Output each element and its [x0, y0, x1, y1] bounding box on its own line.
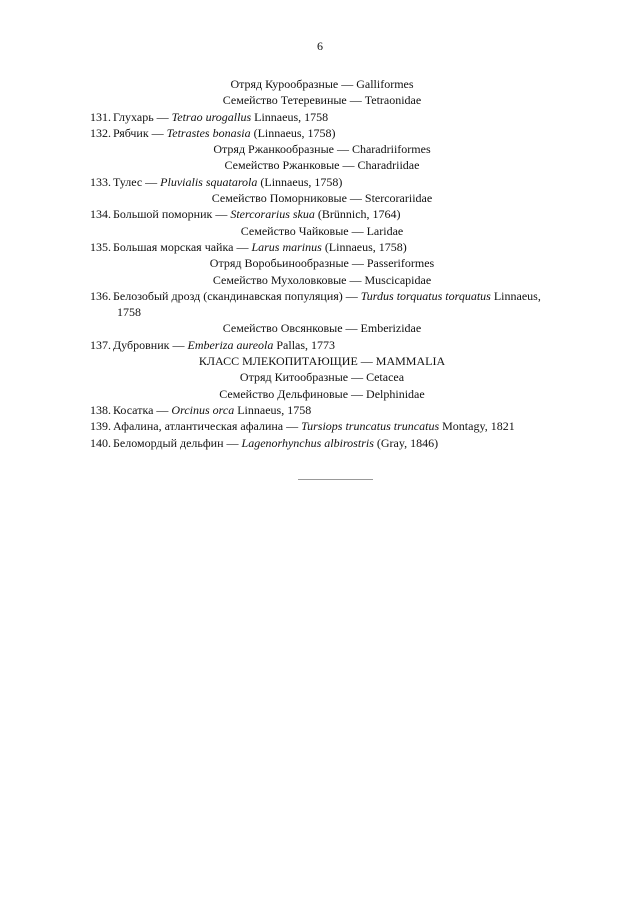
entry-text [113, 174, 554, 190]
page-number: 6 [317, 39, 323, 53]
species-list [90, 76, 554, 451]
entry-continuation: 1758 [117, 305, 141, 320]
entry-number: 136. [90, 288, 111, 303]
taxon-heading: Отряд Курообразные — Galliformes [230, 77, 414, 91]
entry-text [113, 239, 554, 255]
common-name: Большая морская чайка — [113, 239, 252, 254]
end-divider [298, 479, 373, 480]
taxon-heading: Семейство Мухоловковые — Muscicapidae [212, 272, 432, 287]
taxon-heading: КЛАСС МЛЕКОПИТАЮЩИЕ — MAMMALIA [198, 354, 446, 369]
species-entry [90, 109, 554, 125]
species-entry [90, 174, 554, 190]
latin-name: Emberiza aureola [187, 337, 274, 352]
latin-name: Orcinus orca [171, 402, 235, 417]
species-entry [90, 206, 554, 222]
entry-number: 131. [90, 109, 111, 124]
species-entry [90, 288, 554, 304]
author-year: Linnaeus, [490, 288, 541, 303]
latin-name: Lagenorhynchus albirostris [241, 435, 374, 450]
author-year: Pallas, 1773 [273, 337, 336, 352]
latin-name: Tetrastes bonasia [166, 125, 251, 140]
common-name: Белозобый дрозд (скандинавская популяция) — [113, 288, 361, 303]
entry-text [113, 288, 554, 304]
latin-name: Pluvialis squatarola [160, 174, 258, 189]
taxon-heading: Отряд Китообразные — Cetacea [239, 370, 405, 385]
taxon-heading: Семейство Поморниковые — Stercorariidae [211, 191, 433, 206]
author-year: Linnaeus, 1758 [251, 109, 329, 124]
taxon-heading: Семейство Овсянковые — Emberizidae [222, 321, 422, 336]
common-name: Тулес — [113, 174, 161, 189]
entry-number: 133. [90, 174, 111, 189]
entry-number: 139. [90, 419, 111, 434]
entry-number: 135. [90, 239, 111, 254]
entry-number: 137. [90, 337, 111, 352]
latin-name: Tetrao urogallus [171, 109, 252, 124]
taxon-heading: Отряд Воробьинообразные — Passeriformes [209, 256, 435, 271]
entry-number: 132. [90, 125, 111, 140]
author-year: Montagy, 1821 [439, 419, 515, 434]
author-year: (Gray, 1846) [373, 435, 439, 450]
common-name: Большой поморник — [113, 207, 231, 222]
author-year: Linnaeus, 1758 [234, 402, 312, 417]
common-name: Афалина, атлантическая афалина — [113, 419, 302, 434]
author-year: (Linnaeus, 1758) [250, 125, 336, 140]
taxon-heading: Семейство Ржанковые — Charadriidae [224, 158, 420, 173]
latin-name: Tursiops truncatus truncatus [301, 419, 440, 434]
author-year: (Linnaeus, 1758) [257, 174, 343, 189]
entry-text [113, 418, 554, 434]
entry-text [113, 125, 554, 141]
entry-number: 140. [90, 435, 111, 450]
latin-name: Stercorarius skua [230, 207, 315, 222]
taxon-heading: Отряд Ржанкообразные — Charadriiformes [213, 142, 431, 157]
entry-text [113, 109, 554, 125]
common-name: Косатка — [113, 402, 172, 417]
common-name: Рябчик — [113, 125, 167, 140]
latin-name: Larus marinus [251, 239, 322, 254]
taxon-heading: Семейство Дельфиновые — Delphinidae [219, 386, 425, 401]
entry-text [113, 206, 554, 222]
entry-number: 138. [90, 402, 111, 417]
species-entry [90, 418, 554, 434]
common-name: Глухарь — [113, 109, 172, 124]
species-entry [90, 125, 554, 141]
species-entry [90, 402, 554, 418]
author-year: (Brünnich, 1764) [314, 207, 401, 222]
species-entry [90, 337, 554, 353]
entry-text [113, 435, 554, 451]
author-year: (Linnaeus, 1758) [321, 239, 407, 254]
entry-number: 134. [90, 207, 111, 222]
entry-text [113, 337, 554, 353]
species-entry [90, 435, 554, 451]
taxon-heading: Семейство Тетеревиные — Tetraonidae [222, 93, 422, 108]
taxon-heading: Семейство Чайковые — Laridae [240, 223, 404, 238]
entry-text [113, 402, 554, 418]
common-name: Беломордый дельфин — [113, 435, 242, 450]
latin-name: Turdus torquatus torquatus [360, 288, 491, 303]
species-entry [90, 239, 554, 255]
common-name: Дубровник — [113, 337, 188, 352]
